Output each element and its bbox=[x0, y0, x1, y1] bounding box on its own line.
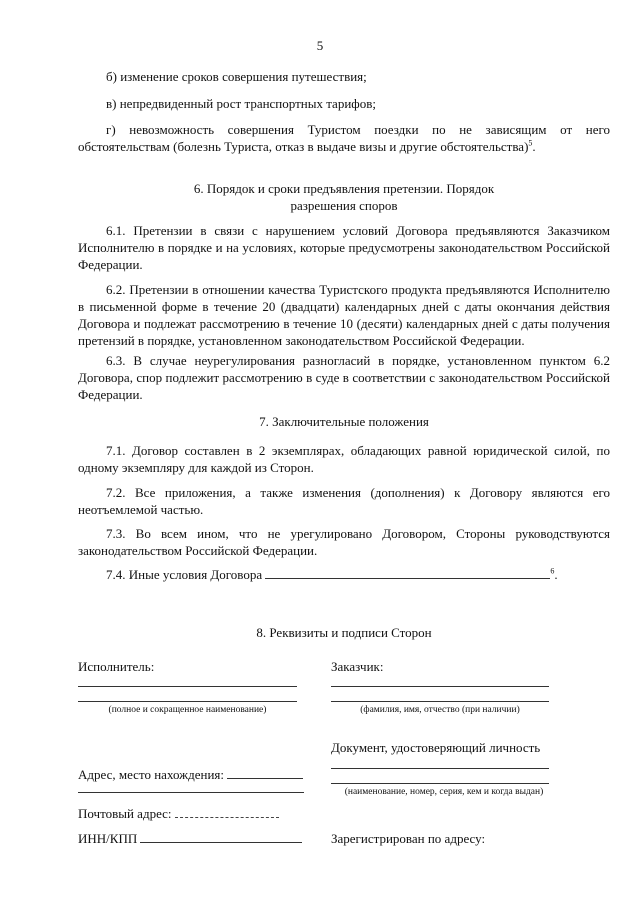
address-field[interactable] bbox=[227, 767, 303, 779]
id-doc-label: Документ, удостоверяющий личность bbox=[331, 740, 541, 755]
customer-name-line-1[interactable] bbox=[331, 686, 549, 687]
section6-p1: 6.1. Претензии в связи с нарушением условий Договора предъявляются Заказчиком Исполнителю в порядке и на условиях, которые предусмотрены законодательством Российской Федерации. bbox=[78, 223, 610, 272]
postal-row bbox=[78, 806, 279, 822]
executor-name-line-1[interactable] bbox=[78, 686, 297, 687]
address-label: Адрес, место нахождения: bbox=[78, 767, 224, 782]
section7-p4-label: 7.4. Иные условия Договора bbox=[106, 567, 263, 582]
address-row bbox=[78, 767, 303, 783]
section8-title: 8. Реквизиты и подписи Сторон bbox=[256, 625, 432, 640]
section7-p1: 7.1. Договор составлен в 2 экземплярах, обладающих равной юридической силой, по одному экземпляру для каждой из Сторон. bbox=[78, 443, 610, 475]
executor-label: Исполнитель: bbox=[78, 659, 155, 674]
id-doc-line-2[interactable] bbox=[331, 783, 549, 784]
other-conditions-line[interactable] bbox=[265, 567, 550, 579]
item-b: б) изменение сроков совершения путешествия; bbox=[106, 69, 367, 84]
address-line-2[interactable] bbox=[78, 792, 304, 793]
inn-field[interactable] bbox=[140, 831, 302, 843]
item-g: г) невозможность совершения Туристом поездки по не зависящим от него обстоятельствам (болезнь Туриста, отказ в выдаче визы и другие обстоятельства)$^5$. bbox=[78, 122, 610, 154]
customer-name-line-2[interactable] bbox=[331, 701, 549, 702]
page-number: 5 bbox=[316, 38, 324, 53]
section6-title-line1: 6. Порядок и сроки предъявления претензии. Порядок bbox=[193, 181, 495, 196]
inn-label: ИНН/КПП bbox=[78, 831, 138, 846]
executor-name-line-2[interactable] bbox=[78, 701, 297, 702]
item-v: в) непредвиденный рост транспортных тарифов; bbox=[106, 96, 376, 111]
executor-caption: (полное и сокращенное наименование) bbox=[108, 705, 267, 715]
item-g-text: г) невозможность совершения Туристом поездки по не зависящим от него обстоятельствам (болезнь Туриста, отказ в выдаче визы и другие обстоятельства) bbox=[78, 122, 610, 154]
section7-p4: 7.4. Иные условия Договора $^6$. bbox=[106, 566, 558, 582]
section7-p3: 7.3. Во всем ином, что не урегулировано Договором, Стороны руководствуются законодательством Российской Федерации. bbox=[78, 526, 610, 558]
postal-field[interactable] bbox=[175, 806, 279, 818]
section6-p3: 6.3. В случае неурегулирования разногласий в порядке, установленном пунктом 6.2 Договора, спор подлежит рассмотрению в суде в соответствии с законодательством Российской Федерации. bbox=[78, 353, 610, 402]
section6-title-line2: разрешения споров bbox=[290, 198, 398, 213]
postal-label: Почтовый адрес: bbox=[78, 806, 172, 821]
footnote-5: 5 bbox=[528, 138, 533, 148]
customer-caption: (фамилия, имя, отчество (при наличии) bbox=[360, 705, 520, 715]
section7-title: 7. Заключительные положения bbox=[259, 414, 429, 429]
footnote-6: 6 bbox=[550, 566, 555, 576]
section6-title bbox=[78, 180, 610, 214]
section6-p2: 6.2. Претензии в отношении качества Туристского продукта предъявляются Исполнителю в письменной форме в течение 20 (двадцати) календарных дней с даты окончания действия Договора и подлежат рассмотрению в течение 10 (десяти) календарных дней с даты получения претензий в порядке, установленном законодательством Российской Федерации. bbox=[78, 282, 610, 348]
section7-p2: 7.2. Все приложения, а также изменения (дополнения) к Договору являются его неотъемлемой частью. bbox=[78, 485, 610, 517]
id-doc-line-1[interactable] bbox=[331, 768, 549, 769]
registered-label: Зарегистрирован по адресу: bbox=[331, 831, 486, 846]
id-doc-caption: (наименование, номер, серия, кем и когда выдан) bbox=[344, 787, 544, 797]
customer-label: Заказчик: bbox=[331, 659, 384, 674]
inn-row bbox=[78, 831, 302, 847]
